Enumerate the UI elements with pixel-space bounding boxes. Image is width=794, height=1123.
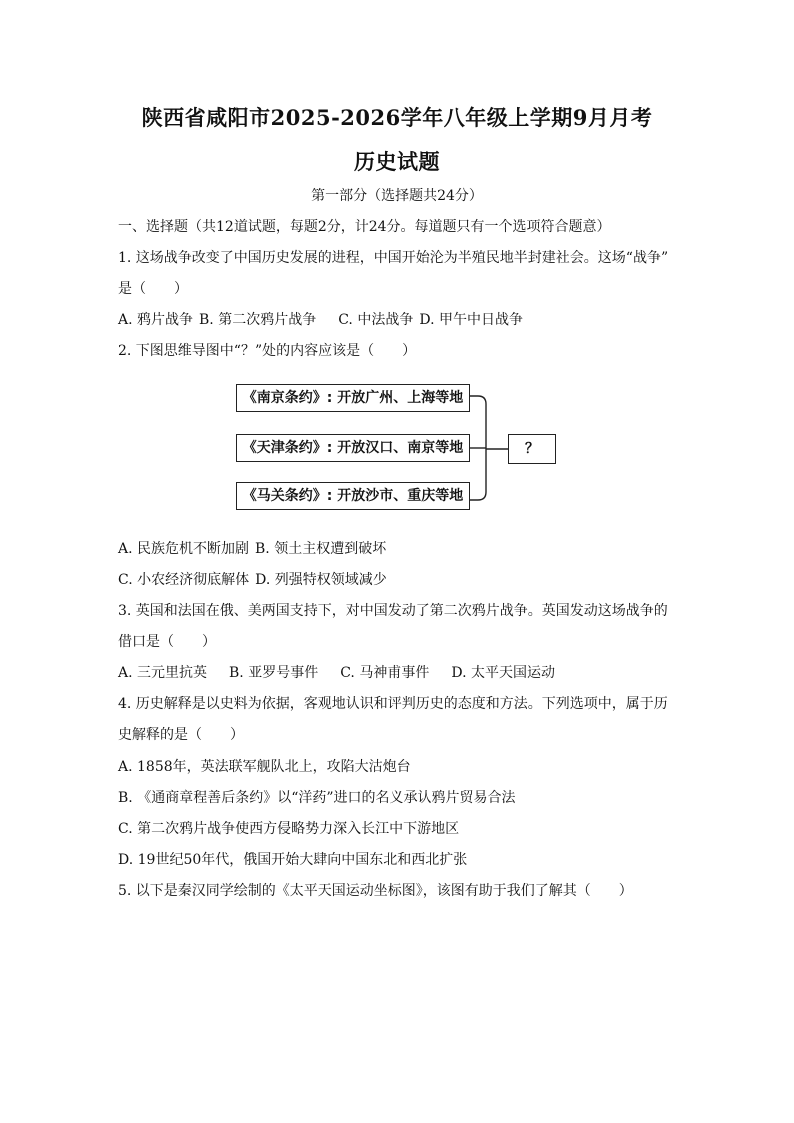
section-heading: 一、选择题（共12道试题，每题2分，计24分。每道题只有一个选项符合题意） [118, 219, 611, 235]
question-1-option-c[interactable]: C. 中法战争 [338, 312, 414, 328]
question-2-option-c[interactable]: C. 小农经济彻底解体 [118, 572, 250, 588]
question-4-stem-line-1: 4. 历史解释是以史料为依据，客观地认识和评判历史的态度和方法。下列选项中，属于历 [118, 696, 668, 712]
question-1-option-b[interactable]: B. 第二次鸦片战争 [199, 312, 317, 328]
question-3-option-b[interactable]: B. 亚罗号事件 [229, 665, 319, 681]
question-4-option-b[interactable]: B. 《通商章程善后条约》以“洋药”进口的名义承认鸦片贸易合法 [118, 790, 516, 806]
question-3-options [118, 663, 680, 683]
question-2-options-row-2 [118, 570, 680, 590]
question-4-option-c[interactable]: C. 第二次鸦片战争使西方侵略势力深入长江中下游地区 [118, 821, 460, 837]
question-3-stem-line-2: 借口是（ ） [118, 634, 216, 650]
diagram-box-maguan-treaty: 《马关条约》: 开放沙市、重庆等地 [236, 482, 470, 510]
question-4-option-d[interactable]: D. 19世纪50年代，俄国开始大肆向中国东北和西北扩张 [118, 852, 468, 868]
exam-subject: 历史试题 [354, 149, 440, 174]
question-3-option-c[interactable]: C. 马神甫事件 [340, 665, 430, 681]
question-1-option-a[interactable]: A. 鸦片战争 [118, 312, 194, 328]
question-1-option-d[interactable]: D. 甲午中日战争 [419, 312, 523, 328]
exam-title: 陕西省咸阳市2025-2026学年八年级上学期9月月考 [141, 105, 653, 130]
diagram-box-tianjin-treaty: 《天津条约》: 开放汉口、南京等地 [236, 434, 470, 462]
question-5-stem-line-1: 5. 以下是秦汉同学绘制的《太平天国运动坐标图》，该图有助于我们了解其（ ） [118, 883, 633, 899]
part-heading: 第一部分（选择题共24分） [311, 188, 483, 204]
question-1-stem-line-2: 是（ ） [118, 281, 188, 297]
diagram-question-box: ？ [508, 434, 556, 464]
question-2-option-d[interactable]: D. 列强特权领域减少 [255, 572, 387, 588]
question-4-option-a[interactable]: A. 1858年，英法联军舰队北上，攻陷大沽炮台 [118, 759, 411, 775]
question-2-option-a[interactable]: A. 民族危机不断加剧 [118, 541, 250, 557]
mind-map-diagram [230, 378, 570, 518]
question-3-option-d[interactable]: D. 太平天国运动 [451, 665, 555, 681]
question-1-options [118, 310, 680, 330]
question-3-stem-line-1: 3. 英国和法国在俄、美两国支持下，对中国发动了第二次鸦片战争。英国发动这场战争的 [118, 603, 668, 619]
question-4-stem-line-2: 史解释的是（ ） [118, 727, 244, 743]
question-2-options-row-1 [118, 539, 680, 559]
question-2-stem-line-1: 2. 下图思维导图中“？”处的内容应该是（ ） [118, 343, 417, 359]
diagram-box-nanjing-treaty: 《南京条约》: 开放广州、上海等地 [236, 384, 470, 412]
question-3-option-a[interactable]: A. 三元里抗英 [118, 665, 208, 681]
question-2-option-b[interactable]: B. 领土主权遭到破坏 [255, 541, 387, 557]
question-1-stem-line-1: 1. 这场战争改变了中国历史发展的进程，中国开始沦为半殖民地半封建社会。这场“战争” [118, 250, 669, 266]
